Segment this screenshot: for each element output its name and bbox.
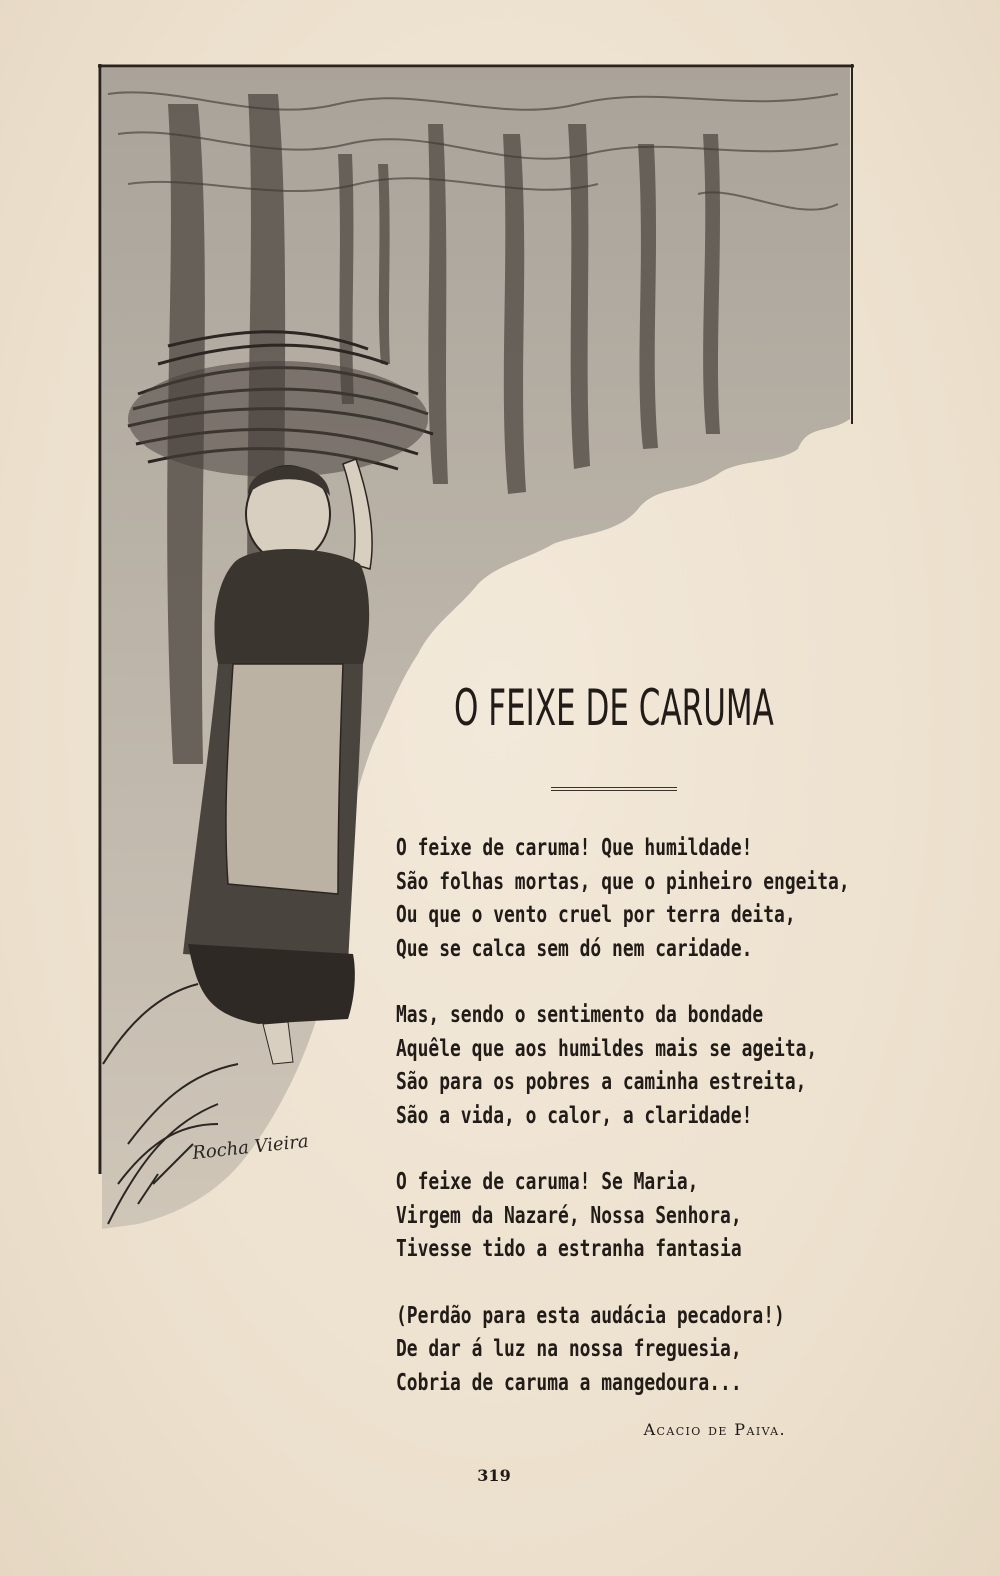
verse: O feixe de caruma! Se Maria,: [396, 1169, 699, 1195]
verse: Cobria de caruma a mangedoura...: [396, 1369, 742, 1396]
verse: O feixe de caruma! Que humildade!: [396, 835, 753, 861]
stanza-2: [396, 999, 836, 1133]
verse: São folhas mortas, que o pinheiro engeita,: [396, 868, 850, 895]
verse: São a vida, o calor, a claridade!: [396, 1102, 753, 1129]
stanza-4: [396, 1300, 836, 1401]
stanza-3: [396, 1166, 836, 1267]
page-number: 319: [477, 1466, 511, 1485]
verse: Que se calca sem dó nem caridade.: [396, 935, 753, 962]
verse: Aquêle que aos humildes mais se ageita,: [396, 1035, 818, 1062]
verse: (Perdão para esta audácia pecadora!): [396, 1302, 785, 1329]
verse: Virgem da Nazaré, Nossa Senhora,: [396, 1202, 742, 1229]
poem-body: [396, 832, 850, 1433]
poem-title: O FEIXE DE CARUMA: [454, 679, 774, 737]
verse: Ou que o vento cruel por terra deita,: [396, 902, 796, 928]
title-divider: [551, 787, 677, 791]
verse: Mas, sendo o sentimento da bondade: [396, 1002, 764, 1028]
verse: São para os pobres a caminha estreita,: [396, 1069, 807, 1095]
poem-author: Acacio de Paiva.: [643, 1420, 786, 1439]
verse: Tivesse tido a estranha fantasia: [396, 1236, 742, 1262]
verse: De dar á luz na nossa freguesia,: [396, 1336, 742, 1362]
artist-signature: Rocha Vieira: [191, 1130, 310, 1164]
stanza-1: [396, 832, 850, 966]
